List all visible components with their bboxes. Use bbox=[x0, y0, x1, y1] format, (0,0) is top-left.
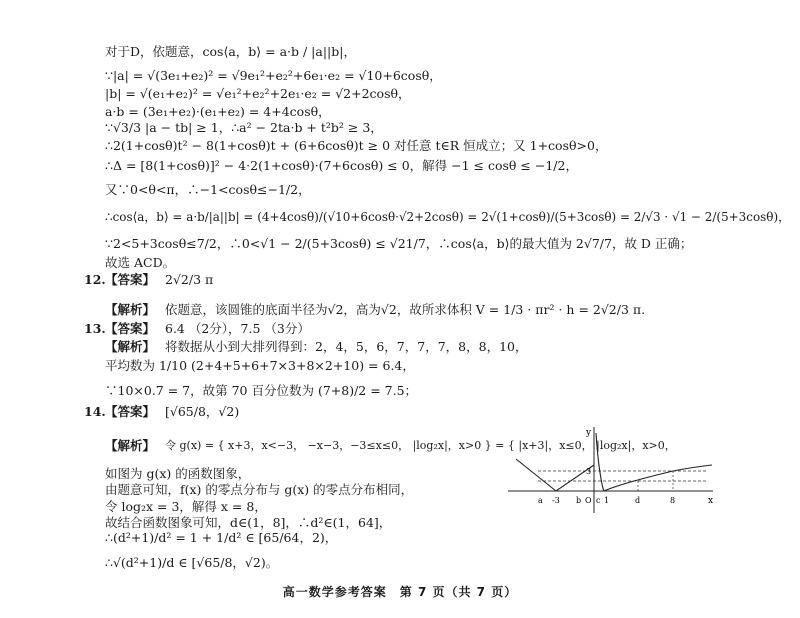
q14-solution-3: 由题意可知，f(x) 的零点分布与 g(x) 的零点分布相同， bbox=[105, 482, 414, 497]
q14-solution-1: 令 g(x) = { x+3，x<−3， −x−3，−3≤x≤0， |log₂x|，x>0 } = { |x+3|，x≤0， |log₂x|，x>0， bbox=[165, 439, 676, 452]
cos-max-line: ∵2<5+3cosθ≤7/2，∴0<√1 − 2/(5+3cosθ) ≤ √21/7，∴cos⟨a，b⟩的最大值为 2√7/7，故 D 正确； bbox=[105, 236, 693, 251]
q14-solution-2: 如图为 g(x) 的函数图象， bbox=[105, 466, 251, 481]
cos-expression-line: ∴cos⟨a，b⟩ = a·b/|a||b| = (4+4cosθ)/(√10+6cosθ·√2+2cosθ) = 2√(1+cosθ)/(5+3cosθ) = 2/√3 · √1 − 2/(5+3cosθ)， bbox=[105, 209, 791, 224]
q12-answer-tag: 【答案】 bbox=[105, 272, 156, 287]
q14-solution-7: ∴√(d²+1)/d ∈ [√65/8，√2)。 bbox=[105, 555, 279, 570]
question-14-number: 14. bbox=[84, 404, 106, 419]
q14-answer-tag: 【答案】 bbox=[105, 404, 156, 419]
q12-answer: 2√2/3 π bbox=[165, 272, 214, 287]
tick-b: b bbox=[576, 496, 582, 505]
norm-b-line: |b| = √(e₁+e₂)² = √e₁²+e₂²+2e₁·e₂ = √2+2cosθ， bbox=[105, 86, 411, 101]
q14-answer: [√65/8，√2) bbox=[165, 404, 240, 419]
q12-solution-tag: 【解析】 bbox=[105, 302, 156, 317]
q13-answer: 6.4 （2分），7.5 （3分） bbox=[165, 321, 310, 336]
tick-8: 8 bbox=[670, 496, 676, 505]
q14-solution-5: 故结合函数图象可知，d∈(1，8]，∴d²∈(1，64]， bbox=[105, 515, 392, 530]
norm-a-line: ∵|a| = √(3e₁+e₂)² = √9e₁²+e₂²+6e₁·e₂ = √10+6cosθ， bbox=[105, 68, 442, 83]
tick-minus3: -3 bbox=[552, 496, 560, 505]
x-axis-label: x bbox=[708, 496, 714, 506]
tick-1: 1 bbox=[604, 496, 610, 505]
q12-solution: 依题意，该圆锥的底面半径为√2，高为√2，故所求体积 V = 1/3 · πr² · h = 2√2/3 π. bbox=[165, 302, 646, 317]
q13-solution-tag: 【解析】 bbox=[105, 339, 156, 354]
q14-solution-4: 令 log₂x = 3，解得 x = 8， bbox=[105, 499, 267, 514]
q13-solution-3: ∵10×0.7 = 7，故第 70 百分位数为 (7+8)/2 = 7.5； bbox=[105, 383, 418, 398]
abs-branch bbox=[516, 459, 594, 491]
y-axis-label: y bbox=[586, 428, 592, 438]
tick-a: a bbox=[538, 496, 543, 505]
dot-product-line: a·b = (3e₁+e₂)·(e₁+e₂) = 4+4cosθ， bbox=[105, 104, 331, 119]
question-12-number: 12. bbox=[84, 272, 106, 287]
tick-3-label: 3 bbox=[586, 467, 592, 476]
choice-conclusion: 故选 ACD。 bbox=[105, 255, 176, 270]
function-graph bbox=[508, 425, 718, 515]
log-branch bbox=[596, 433, 712, 491]
q13-answer-tag: 【答案】 bbox=[105, 321, 156, 336]
inequality-line: ∵√3/3 |a − tb| ≥ 1，∴a² − 2ta·b + t²b² ≥ 3， bbox=[105, 120, 383, 135]
option-d-intro: 对于D，依题意，cos⟨a，b⟩ = a·b / |a||b|， bbox=[105, 44, 356, 59]
quadratic-line: ∴2(1+cosθ)t² − 8(1+cosθ)t + (6+6cosθ)t ≥ 0 对任意 t∈R 恒成立；又 1+cosθ>0， bbox=[105, 138, 608, 153]
tick-c: c bbox=[596, 496, 601, 505]
q13-solution-1: 将数据从小到大排列得到：2，4，5，6，7，7，7，8，8，10， bbox=[165, 339, 528, 354]
tick-d: d bbox=[635, 496, 641, 505]
q14-solution-tag: 【解析】 bbox=[105, 438, 156, 453]
discriminant-line: ∴Δ = [8(1+cosθ)]² − 4·2(1+cosθ)·(7+6cosθ) ≤ 0，解得 −1 ≤ cosθ ≤ −1/2， bbox=[105, 158, 578, 173]
theta-range-line: 又∵0<θ<π，∴−1<cosθ≤−1/2， bbox=[105, 182, 311, 197]
q13-solution-2: 平均数为 1/10 (2+4+5+6+7×3+8×2+10) = 6.4， bbox=[105, 358, 415, 373]
question-13-number: 13. bbox=[84, 321, 106, 336]
page-footer: 高一数学参考答案 第 7 页（共 7 页） bbox=[282, 585, 518, 599]
q14-solution-6: ∴(d²+1)/d² = 1 + 1/d² ∈ [65/64，2)， bbox=[105, 530, 338, 545]
tick-origin: O bbox=[585, 496, 592, 505]
